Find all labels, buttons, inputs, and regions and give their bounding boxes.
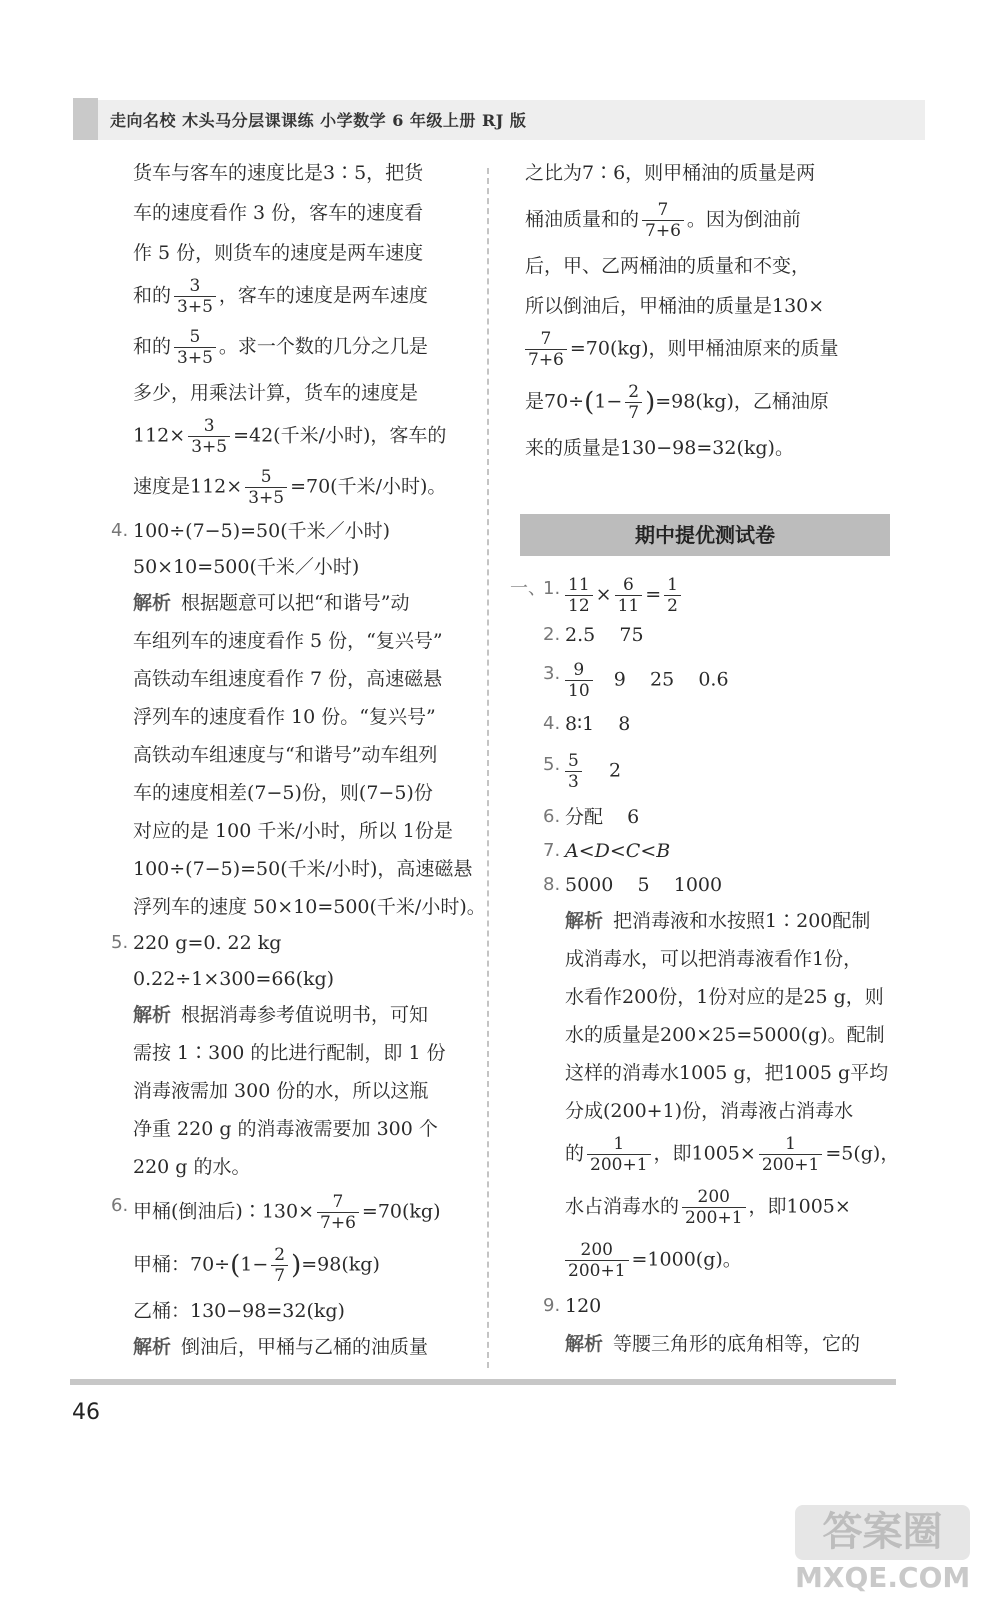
fraction <box>682 1187 746 1228</box>
question-number: 9. <box>543 1295 561 1316</box>
text: 水占消毒水的 <box>565 1195 680 1218</box>
explanation-label: 解析 <box>133 1004 172 1026</box>
denominator: 200+1 <box>568 1261 626 1281</box>
numerator: 7 <box>642 200 684 221</box>
text: ，即1005× <box>748 1195 851 1218</box>
text: ，即1005× <box>653 1142 756 1165</box>
text: 120 <box>565 1295 602 1317</box>
question-number: 4. <box>111 520 129 541</box>
text-line: 来的质量是130−98=32(kg)。 <box>525 437 794 459</box>
fraction <box>565 751 582 792</box>
text: 100÷(7−5)=50(千米／小时) <box>133 520 391 542</box>
explanation-label: 解析 <box>565 1333 604 1355</box>
text-line: 净重 220 g 的消毒液需要加 300 个 <box>133 1118 438 1140</box>
denominator: 3+5 <box>177 348 213 368</box>
text-line-with-fraction <box>525 382 925 423</box>
text: 根据消毒参考值说明书，可知 <box>181 1004 429 1026</box>
question-number: 2. <box>543 624 561 645</box>
text: =1000(g)。 <box>631 1248 742 1271</box>
denominator: 7+6 <box>645 221 681 241</box>
watermark-text: MXQE.COM <box>795 1561 971 1594</box>
text-line: 之比为7∶6，则甲桶油的质量是两 <box>525 162 816 184</box>
fraction <box>245 467 287 508</box>
text: 2.5 75 <box>565 624 644 646</box>
numerator: 6 <box>615 575 643 596</box>
question-number: 6. <box>111 1195 129 1216</box>
denominator: 7 <box>628 403 640 423</box>
answer-line <box>111 1192 478 1233</box>
right-column <box>525 160 925 461</box>
denominator: 10 <box>568 681 590 701</box>
denominator: 200+1 <box>685 1208 743 1228</box>
text: 1− <box>594 390 623 413</box>
explanation-label: 解析 <box>133 592 172 614</box>
operator: × <box>595 583 612 606</box>
text-line-with-fraction <box>133 416 478 457</box>
question-number: 5. <box>111 932 129 953</box>
question-number: 6. <box>543 806 561 827</box>
text: =5(g)， <box>825 1142 900 1165</box>
watermark-logo: 答案圈 <box>795 1505 970 1560</box>
numerator: 1 <box>759 1134 823 1155</box>
fraction <box>317 1192 359 1233</box>
numerator: 2 <box>271 1245 288 1266</box>
footer-rule <box>70 1379 896 1385</box>
text: 1− <box>240 1253 269 1276</box>
text: 分配 6 <box>565 806 640 828</box>
text: =98(kg) <box>301 1253 380 1276</box>
answer-line <box>510 575 905 616</box>
operator: = <box>645 583 662 606</box>
answer-list <box>510 575 905 1357</box>
text: =98(kg)，乙桶油原 <box>655 390 829 413</box>
numerator: 200 <box>682 1187 746 1208</box>
denominator: 200+1 <box>590 1155 648 1175</box>
numerator: 200 <box>565 1240 629 1261</box>
watermark <box>795 1505 970 1595</box>
right-paren: ) <box>291 1250 302 1281</box>
text: =70(千米/小时)。 <box>290 475 447 498</box>
text: 5000 5 1000 <box>565 874 723 896</box>
answer-line <box>543 872 905 898</box>
header-accent-block <box>73 98 98 140</box>
section-title: 期中提优测试卷 <box>635 523 775 547</box>
text: =42(千米/小时)，客车的 <box>233 424 447 447</box>
explanation-line <box>133 1334 478 1360</box>
explanation-line <box>565 1331 905 1357</box>
fraction <box>565 575 593 616</box>
denominator: 7 <box>274 1266 286 1286</box>
fraction <box>525 329 567 370</box>
numerator: 2 <box>625 382 642 403</box>
text: 。求一个数的几分之几是 <box>218 335 428 358</box>
text-line: 0.22÷1×300=66(kg) <box>133 968 335 990</box>
denominator: 200+1 <box>761 1155 820 1175</box>
fraction <box>565 1240 629 1281</box>
text-line-with-fraction <box>133 327 478 368</box>
section-banner <box>520 514 890 556</box>
text-line: 这样的消毒水1005 g，把1005 g平均 <box>565 1062 889 1084</box>
text: 8∶1 8 <box>565 713 631 735</box>
left-column <box>111 160 486 1360</box>
text-line-with-fraction <box>565 1240 905 1281</box>
numerator: 1 <box>664 575 681 596</box>
numerator: 7 <box>317 1192 359 1213</box>
answer-line <box>543 622 905 648</box>
text-line: 车的速度看作 3 份，客车的速度看 <box>133 202 424 224</box>
denominator: 7+6 <box>528 350 564 370</box>
explanation-line <box>133 1002 478 1028</box>
fraction <box>642 200 684 241</box>
denominator: 3+5 <box>177 297 213 317</box>
answer-line <box>111 518 478 544</box>
denominator: 2 <box>667 596 678 616</box>
answer-line <box>543 804 905 830</box>
text: 的 <box>565 1142 585 1165</box>
answer-line <box>543 660 905 701</box>
text-line-with-fraction <box>565 1187 905 1228</box>
text: 甲桶：70÷ <box>133 1253 231 1276</box>
text-line: 分成(200+1)份，消毒液占消毒水 <box>565 1100 854 1122</box>
text-line-with-fraction <box>565 1134 905 1175</box>
text: 112× <box>133 424 186 447</box>
text-line: 所以倒油后，甲桶油的质量是130× <box>525 295 825 317</box>
numerator: 11 <box>565 575 593 596</box>
text-line: 浮列车的速度看作 10 份。“复兴号” <box>133 706 436 728</box>
text-line: 50×10=500(千米／小时) <box>133 556 360 578</box>
text-line: 浮列车的速度 50×10=500(千米/小时)。 <box>133 896 486 918</box>
text-line: 成消毒水，可以把消毒液看作1份， <box>565 948 863 970</box>
text: 桶油质量和的 <box>525 208 640 231</box>
numerator: 3 <box>174 276 216 297</box>
numerator: 1 <box>587 1134 651 1155</box>
column-divider <box>487 168 489 1368</box>
question-number: 7. <box>543 840 561 861</box>
text-line: 后，甲、乙两桶油的质量和不变， <box>525 255 811 277</box>
numerator: 5 <box>174 327 216 348</box>
fraction <box>587 1134 651 1175</box>
text: 和的 <box>133 284 172 307</box>
text-line-with-fraction <box>133 276 478 317</box>
text: 速度是112× <box>133 475 243 498</box>
fraction <box>271 1245 288 1286</box>
numerator: 9 <box>565 660 593 681</box>
text-line: 水看作200份，1份对应的是25 g，则 <box>565 986 884 1008</box>
text-line: 需按 1∶300 的比进行配制，即 1 份 <box>133 1042 446 1064</box>
numerator: 5 <box>565 751 582 772</box>
text: 9 25 0.6 <box>595 668 729 691</box>
question-number: 8. <box>543 874 561 895</box>
book-title: 走向名校 木头马分层课课练 小学数学 6 年级上册 RJ 版 <box>110 111 527 130</box>
text-line-with-fraction <box>133 467 478 508</box>
text: 等腰三角形的底角相等，它的 <box>613 1333 861 1355</box>
answer-line <box>543 1293 905 1319</box>
text: A<D<C<B <box>565 840 671 862</box>
numerator: 5 <box>245 467 287 488</box>
text: 倒油后，甲桶与乙桶的油质量 <box>181 1336 429 1358</box>
text-line: 高铁动车组速度与“和谐号”动车组列 <box>133 744 438 766</box>
question-number: 4. <box>543 713 561 734</box>
fraction <box>615 575 643 616</box>
text-line-with-fraction <box>525 200 925 241</box>
text: =70(kg)，则甲桶油原来的质量 <box>569 337 839 360</box>
text: 是70÷ <box>525 390 585 413</box>
numerator: 7 <box>525 329 567 350</box>
text-line: 乙桶：130−98=32(kg) <box>133 1300 345 1322</box>
text-line: 100÷(7−5)=50(千米/小时)，高速磁悬 <box>133 858 473 880</box>
denominator: 3+5 <box>248 488 285 508</box>
question-number: 1. <box>543 578 561 599</box>
text-line: 作 5 份，则货车的速度是两车速度 <box>133 242 424 264</box>
explanation-label: 解析 <box>133 1336 172 1358</box>
question-number: 3. <box>543 663 561 684</box>
answer-line <box>543 711 905 737</box>
fraction <box>188 416 230 457</box>
text-line: 水的质量是200×25=5000(g)。配制 <box>565 1024 885 1046</box>
fraction <box>664 575 681 616</box>
text-line-with-fraction <box>133 1245 478 1286</box>
denominator: 3 <box>568 772 579 792</box>
numerator: 3 <box>188 416 230 437</box>
text: =70(kg) <box>361 1200 441 1223</box>
denominator: 11 <box>617 596 640 616</box>
left-paren: ( <box>230 1250 241 1281</box>
text: 和的 <box>133 335 172 358</box>
fraction <box>174 276 216 317</box>
text-line: 高铁动车组速度看作 7 份，高速磁悬 <box>133 668 443 690</box>
fraction <box>759 1134 823 1175</box>
answer-line <box>111 930 478 956</box>
section-number: 一、 <box>510 578 546 599</box>
text: 把消毒液和水按照1∶200配制 <box>613 910 871 932</box>
explanation-label: 解析 <box>565 910 604 932</box>
text-line: 车的速度相差(7−5)份，则(7−5)份 <box>133 782 433 804</box>
denominator: 12 <box>568 596 590 616</box>
text: 220 g=0. 22 kg <box>133 932 282 954</box>
question-number: 5. <box>543 754 561 775</box>
text: 甲桶(倒油后)∶130× <box>133 1200 315 1223</box>
fraction <box>174 327 216 368</box>
text: ，客车的速度是两车速度 <box>218 284 428 307</box>
text-line: 多少，用乘法计算，货车的速度是 <box>133 382 419 404</box>
text: 。因为倒油前 <box>686 208 801 231</box>
text: 根据题意可以把“和谐号”动 <box>181 592 410 614</box>
answer-line <box>543 751 905 792</box>
text-line: 货车与客车的速度比是3∶5，把货 <box>133 162 424 184</box>
explanation-line <box>133 590 478 616</box>
fraction <box>565 660 593 701</box>
page-header <box>0 0 1000 140</box>
fraction <box>625 382 642 423</box>
answer-line <box>543 838 905 864</box>
page-number: 46 <box>72 1400 100 1425</box>
text-line: 对应的是 100 千米/小时，所以 1份是 <box>133 820 453 842</box>
text: 2 <box>584 759 622 782</box>
explanation-line <box>565 908 905 934</box>
text-line: 车组列车的速度看作 5 份，“复兴号” <box>133 630 443 652</box>
text-line: 消毒液需加 300 份的水，所以这瓶 <box>133 1080 429 1102</box>
text-line: 220 g 的水。 <box>133 1156 251 1178</box>
denominator: 7+6 <box>320 1213 356 1233</box>
text-line-with-fraction <box>525 329 925 370</box>
denominator: 3+5 <box>191 437 228 457</box>
left-paren: ( <box>584 387 595 418</box>
right-paren: ) <box>645 387 656 418</box>
